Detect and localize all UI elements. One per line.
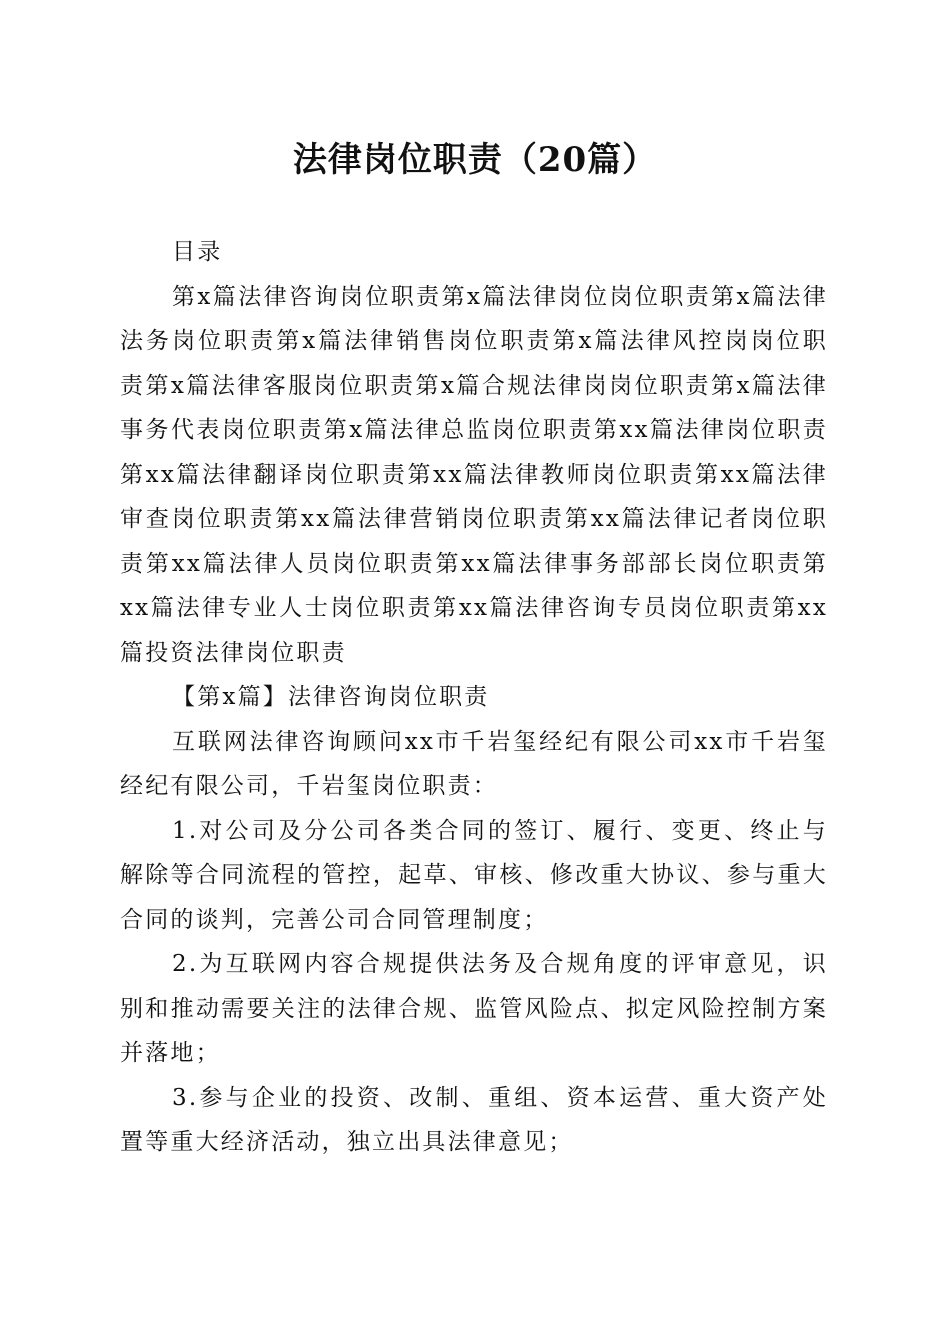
- document-title: 法律岗位职责（20篇）: [292, 140, 658, 180]
- toc-list: 第x篇法律咨询岗位职责第x篇法律岗位岗位职责第x篇法律法务岗位职责第x篇法律销售岗位职责第x篇法律风控岗岗位职责第x篇法律客服岗位职责第x篇合规法律岗岗位职责第x篇法律事务代表岗位职责第x篇法律总监岗位职责第xx篇法律岗位职责第xx篇法律翻译岗位职责第xx篇法律教师岗位职责第xx篇法律审查岗位职责第xx篇法律营销岗位职责第xx篇法律记者岗位职责第xx篇法律人员岗位职责第xx篇法律事务部部长岗位职责第xx篇法律专业人士岗位职责第xx篇法律咨询专员岗位职责第xx篇投资法律岗位职责: [120, 283, 828, 666]
- section-intro: 互联网法律咨询顾问xx市千岩玺经纪有限公司xx市千岩玺经纪有限公司，千岩玺岗位职责：: [120, 728, 828, 799]
- duty-item-1: 1.对公司及分公司各类合同的签订、履行、变更、终止与解除等合同流程的管控，起草、审核、修改重大协议、参与重大合同的谈判，完善公司合同管理制度；: [120, 817, 828, 933]
- toc-heading: 目录: [172, 239, 223, 265]
- duty-item-3: 3.参与企业的投资、改制、重组、资本运营、重大资产处置等重大经济活动，独立出具法律意见；: [120, 1084, 828, 1155]
- section-heading: 【第x篇】法律咨询岗位职责: [172, 684, 490, 710]
- document-body: [120, 230, 828, 1165]
- duty-item-2: 2.为互联网内容合规提供法务及合规角度的评审意见，识别和推动需要关注的法律合规、监管风险点、拟定风险控制方案并落地；: [120, 951, 828, 1066]
